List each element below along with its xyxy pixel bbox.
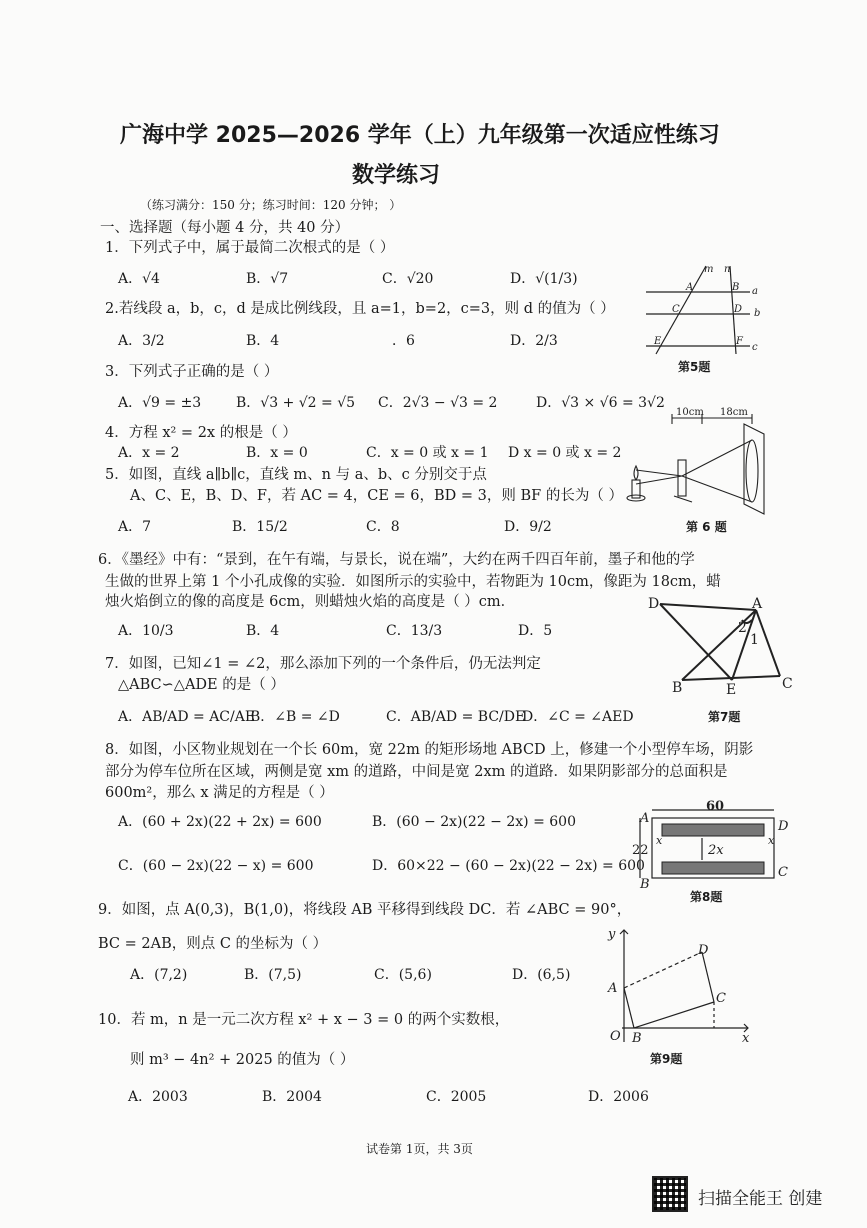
q9-option-b: B．(7,5) bbox=[244, 967, 302, 983]
fig5-label: D bbox=[734, 304, 743, 315]
fig9-label: O bbox=[610, 1029, 621, 1044]
q2-option-d: D．2/3 bbox=[510, 333, 558, 349]
q8-option-a: A．(60 + 2x)(22 + 2x) = 600 bbox=[118, 814, 322, 830]
q3-option-a: A．√9 = ±3 bbox=[118, 395, 202, 411]
question-1-stem: 1．下列式子中，属于最简二次根式的是（ ） bbox=[105, 240, 395, 256]
figure-7 bbox=[646, 590, 796, 696]
segment-bc bbox=[634, 1002, 714, 1028]
q5-option-c: C．8 bbox=[366, 519, 400, 535]
q9-option-d: D．(6,5) bbox=[512, 967, 571, 983]
segment-cd bbox=[702, 952, 714, 1002]
q6-option-a: A．10/3 bbox=[118, 623, 174, 639]
fig5-label: c bbox=[752, 342, 758, 353]
fig5-label: F bbox=[736, 336, 743, 347]
q4-option-d: D x = 0 或 x = 2 bbox=[508, 445, 622, 461]
q7-option-c: C．AB/AD = BC/DE bbox=[386, 709, 526, 725]
fig8-label: 60 bbox=[706, 800, 725, 814]
q6-option-c: C．13/3 bbox=[386, 623, 443, 639]
q7-option-d: D．∠C = ∠AED bbox=[522, 709, 634, 725]
fig5-label: C bbox=[672, 304, 680, 315]
fig5-label: m bbox=[704, 264, 714, 275]
fig7-label: E bbox=[726, 682, 737, 696]
question-9-stem: 9．如图，点 A(0,3)，B(1,0)，将线段 AB 平移得到线段 DC．若 ∠ABC = 90°， bbox=[98, 902, 632, 918]
fig6-label: 10cm bbox=[676, 407, 704, 418]
question-4-stem: 4．方程 x² = 2x 的根是（ ） bbox=[105, 425, 297, 441]
question-10-stem: 10．若 m，n 是一元二次方程 x² + x − 3 = 0 的两个实数根， bbox=[98, 1012, 510, 1028]
question-8-stem: 8．如图，小区物业规划在一个长 60m，宽 22m 的矩形场地 ABCD 上，修建一个小型停车场，阴影 bbox=[105, 742, 754, 758]
q1-option-d: D．√(1/3) bbox=[510, 271, 578, 287]
question-7-stem: 7．如图，已知∠1 = ∠2，那么添加下列的一个条件后，仍无法判定 bbox=[105, 656, 541, 672]
question-7-stem-2: △ABC∽△ADE 的是（ ） bbox=[118, 677, 285, 693]
fig9-label: B bbox=[632, 1031, 642, 1044]
fig8-label: x bbox=[768, 834, 775, 847]
section-heading: 一、选择题（每小题 4 分，共 40 分） bbox=[100, 220, 350, 236]
q6-option-d: D．5 bbox=[518, 623, 553, 639]
q3-option-d: D．√3 × √6 = 3√2 bbox=[536, 395, 665, 411]
scanner-watermark: 扫描全能王 创建 bbox=[698, 1189, 823, 1209]
q4-option-a: A．x = 2 bbox=[118, 445, 180, 461]
parking-area-bottom bbox=[662, 862, 764, 874]
exam-meta: （练习满分：150 分；练习时间：120 分钟； ） bbox=[140, 198, 402, 212]
q3-option-c: C．2√3 − √3 = 2 bbox=[378, 395, 498, 411]
question-3-stem: 3．下列式子正确的是（ ） bbox=[105, 364, 279, 380]
fig9-label: D bbox=[698, 943, 709, 958]
q5-option-d: D．9/2 bbox=[504, 519, 552, 535]
question-5-stem-2: A、C、E，B、D、F，若 AC = 4，CE = 6，BD = 3，则 BF 的长为（ ） bbox=[130, 488, 623, 504]
q7-option-b: B．∠B = ∠D bbox=[250, 709, 340, 725]
q1-option-c: C．√20 bbox=[382, 271, 434, 287]
question-9-stem-2: BC = 2AB，则点 C 的坐标为（ ） bbox=[98, 936, 328, 952]
fig8-label: 22 bbox=[632, 843, 649, 858]
qr-code-icon bbox=[652, 1176, 688, 1212]
q2-option-b: B．4 bbox=[246, 333, 280, 349]
q4-option-b: B．x = 0 bbox=[246, 445, 308, 461]
fig8-label: D bbox=[778, 819, 789, 834]
parking-area-top bbox=[662, 824, 764, 836]
fig6-label: 18cm bbox=[720, 407, 748, 418]
q3-option-b: B．√3 + √2 = √5 bbox=[236, 395, 356, 411]
question-6-stem-2: 生做的世界上第 1 个小孔成像的实验．如图所示的实验中，若物距为 10cm，像距为 18cm，蜡 bbox=[105, 574, 721, 590]
question-6-stem-3: 烛火焰倒立的像的高度是 6cm，则蜡烛火焰的高度是（ ）cm． bbox=[105, 594, 516, 610]
line-m bbox=[656, 266, 706, 354]
q5-option-b: B．15/2 bbox=[232, 519, 288, 535]
flame-shape bbox=[634, 466, 638, 480]
fig7-label: 2 bbox=[738, 620, 747, 636]
fig8-label: B bbox=[640, 877, 650, 888]
q5-option-a: A．7 bbox=[118, 519, 152, 535]
figure-8 bbox=[632, 800, 798, 888]
figure-5-caption: 第5题 bbox=[678, 360, 711, 374]
fig9-label: y bbox=[608, 927, 616, 942]
q1-option-b: B．√7 bbox=[246, 271, 289, 287]
fig7-label: C bbox=[782, 676, 793, 692]
q6-option-b: B．4 bbox=[246, 623, 280, 639]
question-10-stem-2: 则 m³ − 4n² + 2025 的值为（ ） bbox=[130, 1052, 355, 1068]
figure-8-caption: 第8题 bbox=[690, 890, 723, 904]
q8-option-c: C．(60 − 2x)(22 − x) = 600 bbox=[118, 858, 314, 874]
fig7-label: 1 bbox=[750, 632, 759, 648]
q10-option-a: A．2003 bbox=[128, 1089, 188, 1105]
fig9-label: C bbox=[716, 991, 726, 1006]
fig7-label: D bbox=[648, 596, 660, 612]
fig8-label: x bbox=[656, 834, 663, 847]
fig8-label: 2x bbox=[708, 843, 724, 858]
fig5-label: B bbox=[732, 282, 740, 293]
q7-option-a: A．AB/AD = AC/AE bbox=[118, 709, 256, 725]
question-6-stem: 6．《墨经》中有：“景到，在午有端，与景长，说在端”，大约在两千四百年前，墨子和他的学 bbox=[98, 552, 695, 568]
q10-option-c: C．2005 bbox=[426, 1089, 487, 1105]
figure-6 bbox=[626, 404, 772, 520]
q10-option-b: B．2004 bbox=[262, 1089, 322, 1105]
q8-option-b: B．(60 − 2x)(22 − 2x) = 600 bbox=[372, 814, 576, 830]
fig5-label: a bbox=[752, 286, 758, 297]
q9-option-a: A．(7,2) bbox=[130, 967, 188, 983]
fig9-label: x bbox=[742, 1031, 750, 1044]
fig7-label: B bbox=[672, 680, 683, 696]
q2-option-a: A．3/2 bbox=[118, 333, 165, 349]
page-subtitle: 数学练习 bbox=[352, 163, 441, 188]
figure-9 bbox=[602, 924, 754, 1044]
q8-option-d: D．60×22 − (60 − 2x)(22 − 2x) = 600 bbox=[372, 858, 645, 874]
page-title: 广海中学 2025—2026 学年（上）九年级第一次适应性练习 bbox=[120, 123, 720, 148]
fig5-label: E bbox=[654, 336, 662, 347]
figure-9-caption: 第9题 bbox=[650, 1052, 683, 1066]
question-8-stem-2: 部分为停车位所在区域，两侧是宽 xm 的道路，中间是宽 2xm 的道路．如果阴影部分的总面积是 bbox=[105, 764, 728, 780]
question-8-stem-3: 600m²，那么 x 满足的方程是（ ） bbox=[105, 785, 334, 801]
fig8-label: C bbox=[778, 865, 788, 880]
segment-ab bbox=[624, 988, 634, 1028]
q1-option-a: A．√4 bbox=[118, 271, 160, 287]
fig5-label: A bbox=[686, 282, 694, 293]
fig5-label: b bbox=[754, 308, 761, 319]
question-2-stem: 2.若线段 a，b，c，d 是成比例线段，且 a=1，b=2，c=3，则 d 的值为（ ） bbox=[105, 301, 615, 317]
fig7-label: A bbox=[752, 596, 763, 612]
q4-option-c: C．x = 0 或 x = 1 bbox=[366, 445, 489, 461]
figure-6-caption: 第 6 题 bbox=[686, 520, 727, 534]
figure-7-caption: 第7题 bbox=[708, 710, 741, 724]
question-5-stem: 5．如图，直线 a∥b∥c，直线 m、n 与 a、b、c 分别交于点 bbox=[105, 467, 487, 483]
fig8-label: A bbox=[640, 811, 650, 826]
pinhole-screen bbox=[678, 460, 686, 496]
fig5-label: n bbox=[724, 264, 731, 275]
segment-ad bbox=[624, 952, 702, 988]
q2-option-c: ．6 bbox=[392, 333, 415, 349]
fig9-label: A bbox=[608, 981, 618, 996]
q9-option-c: C．(5,6) bbox=[374, 967, 432, 983]
page-number: 试卷第 1页，共 3页 bbox=[366, 1142, 473, 1156]
q10-option-d: D．2006 bbox=[588, 1089, 649, 1105]
